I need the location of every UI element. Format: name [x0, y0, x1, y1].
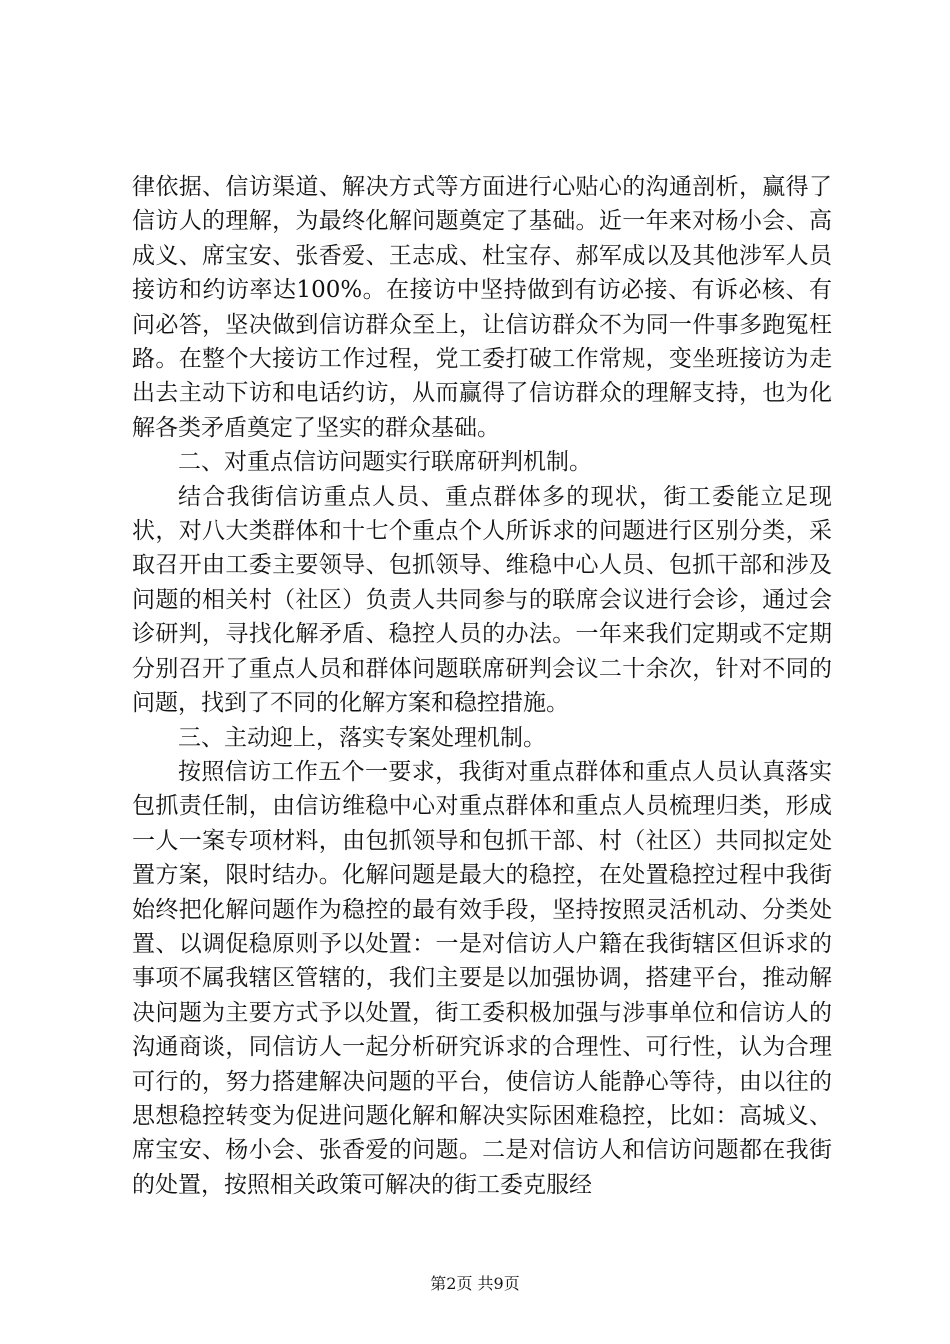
paragraph-3: 按照信访工作五个一要求，我街对重点群体和重点人员认真落实包抓责任制，由信访维稳中心对重点群体和重点人员梳理归类，形成一人一案专项材料，由包抓领导和包抓干部、村（社区）共同拟定处置方案，限时结办。化解问题是最大的稳控，在处置稳控过程中我街始终把化解问题作为稳控的最有效手段，坚持按照灵活机动、分类处置、以调促稳原则予以处置：一是对信访人户籍在我街辖区但诉求的事项不属我辖区管辖的，我们主要是以加强协调，搭建平台，推动解决问题为主要方式予以处置，街工委积极加强与涉事单位和信访人的沟通商谈，同信访人一起分析研究诉求的合理性、可行性，认为合理可行的，努力搭建解决问题的平台，使信访人能静心等待，由以往的思想稳控转变为促进问题化解和解决实际困难稳控，比如：高城义、席宝安、杨小会、张香爱的问题。二是对信访人和信访问题都在我街的处置，按照相关政策可解决的街工委克服经	[132, 758, 832, 1198]
section-heading-3: 三、主动迎上，落实专案处理机制。	[178, 724, 546, 751]
document-body	[132, 170, 832, 1202]
page-number-footer: 第2页 共9页	[430, 1274, 520, 1293]
paragraph-1: 律依据、信访渠道、解决方式等方面进行心贴心的沟通剖析，赢得了信访人的理解，为最终化解问题奠定了基础。近一年来对杨小会、高成义、席宝安、张香爱、王志成、杜宝存、郝军成以及其他涉军人员接访和约访率达100%。在接访中坚持做到有访必接、有诉必核、有问必答，坚决做到信访群众至上，让信访群众不为同一件事多跑冤枉路。在整个大接访工作过程，党工委打破工作常规，变坐班接访为走出去主动下访和电话约访，从而赢得了信访群众的理解支持，也为化解各类矛盾奠定了坚实的群众基础。	[132, 174, 832, 441]
paragraph-2: 结合我街信访重点人员、重点群体多的现状，街工委能立足现状，对八大类群体和十七个重点个人所诉求的问题进行区别分类，采取召开由工委主要领导、包抓领导、维稳中心人员、包抓干部和涉及问题的相关村（社区）负责人共同参与的联席会议进行会诊，通过会诊研判，寻找化解矛盾、稳控人员的办法。一年来我们定期或不定期分别召开了重点人员和群体问题联席研判会议二十余次，针对不同的问题，找到了不同的化解方案和稳控措施。	[132, 483, 832, 717]
section-heading-2: 二、对重点信访问题实行联席研判机制。	[178, 449, 592, 476]
